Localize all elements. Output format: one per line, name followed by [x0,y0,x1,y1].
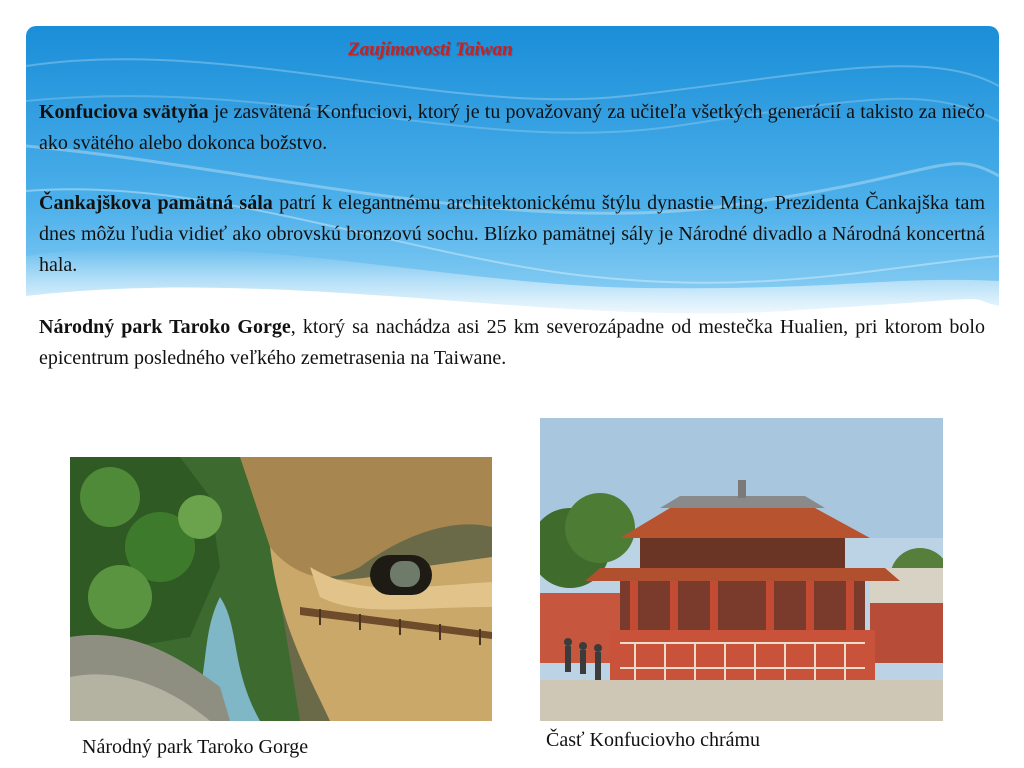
slide-title: Zaujímavosti Taiwan [348,39,513,60]
paragraph-bold-lead: Konfuciova svätyňa [39,101,209,123]
paragraph-taroko-gorge [39,312,985,374]
paragraph-bold-lead: Čankajškova pamätná sála [39,192,273,214]
paragraph-text: patrí k elegantnému architektonickému štýlu dynastie Ming. Prezidenta Čankajška tam dnes môžu ľudia vidieť ako obrovskú bronzovú sochu. Blízko pamätnej sály je Národné divadlo a Národná koncertná hala. [39,192,985,276]
paragraph-confucius-shrine [39,97,985,159]
paragraph-bold-lead: Národný park Taroko Gorge [39,316,291,338]
header-wave-banner [26,26,999,326]
paragraph-text: , ktorý sa nachádza asi 25 km severozápadne od mestečka Hualien, pri ktorom bolo epicentrum posledného veľkého zemetrasenia na Taiwane. [39,316,985,369]
caption-confucius-temple: Časť Konfuciovho chrámu [546,729,761,751]
caption-taroko-gorge: Národný park Taroko Gorge [82,736,309,758]
paragraph-chiang-kai-shek-hall [39,188,985,281]
taroko-gorge-photo [70,457,492,721]
paragraph-text: je zasvätená Konfuciovi, ktorý je tu považovaný za učiteľa všetkých generácií a takisto za niečo ako svätého alebo dokonca božstvo. [39,101,986,154]
confucius-temple-photo [540,418,943,721]
